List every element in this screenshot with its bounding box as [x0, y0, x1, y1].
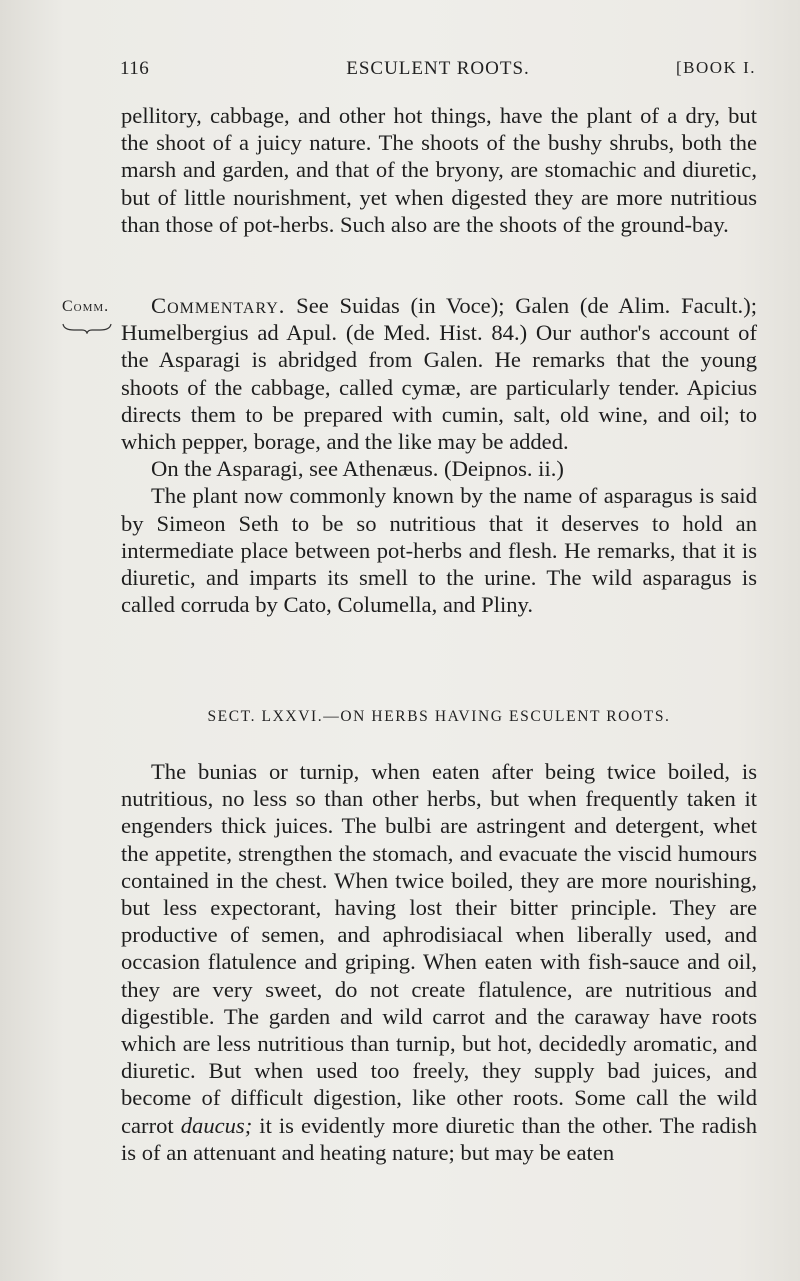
running-header	[120, 58, 756, 88]
paragraph-text: pellitory, cabbage, and other hot things, have the plant of a dry, but the shoot of a juicy nature. The shoots of the bushy shrubs, both the marsh and garden, and that of the bryony, are stomachic and diuretic, but of little nourishment, yet when digested they are more nutritious than those of pot-herbs. Such also are the shoots of the ground-bay.	[121, 103, 757, 237]
roots-text-b: it is evidently more diuretic than the other. The radish is of an attenuant and heating nature; but may be eaten	[121, 1112, 758, 1165]
athenaeus-paragraph: On the Asparagi, see Athenæus. (Deipnos. ii.)	[151, 456, 564, 482]
roots-section	[121, 758, 757, 1166]
asparagus-paragraph: The plant now commonly known by the name of asparagus is said by Simeon Seth to be so nutritious that it deserves to hold an intermediate place between pot-herbs and flesh. He remarks, that it is diuretic, and imparts its smell to the urine. The wild asparagus is called corruda by Cato, Columella, and Pliny.	[121, 483, 757, 618]
commentary-block	[121, 292, 757, 618]
book-reference: [BOOK I.	[676, 58, 756, 77]
section-heading: SECT. LXXVI.—ON HERBS HAVING ESCULENT ROOTS.	[207, 708, 671, 725]
roots-italic: daucus;	[180, 1112, 253, 1138]
roots-text-a: The bunias or turnip, when eaten after being twice boiled, is nutritious, no less so than other herbs, but when frequently taken it engenders thick juices. The bulbi are astringent and detergent, whet the appetite, strengthen the stomach, and evacuate the viscid humours contained in the chest. When twice boiled, they are more nourishing, but less expectorant, having lost their bitter principle. They are productive of semen, and aphrodisiacal when liberally used, and occasion flatulence and griping. When eaten with fish-sauce and oil, they are very sweet, do not create flatulence, are nutritious and digestible. The garden and wild carrot and the caraway have roots which are less nutritious than turnip, but hot, decidedly aromatic, and diuretic. But when used too freely, they supply bad juices, and become of difficult digestion, like other roots. Some call the wild carrot	[121, 759, 757, 1138]
margin-note-label: Comm.	[62, 298, 110, 315]
commentary-label: Commentary.	[151, 293, 286, 318]
running-title: ESCULENT ROOTS.	[346, 58, 530, 79]
page-number: 116	[120, 58, 150, 79]
roots-paragraph	[121, 758, 757, 1166]
brace-icon	[62, 322, 112, 334]
commentary-paragraph	[121, 292, 757, 455]
commentary-text: See Suidas (in Voce); Galen (de Alim. Facult.); Humelbergius ad Apul. (de Med. Hist. 84.) Our author's account of the Asparagi is abridged from Galen. He remarks that the young shoots of the cabbage, called cymæ, are particularly tender. Apicius directs them to be prepared with cumin, salt, old wine, and oil; to which pepper, borage, and the like may be added.	[121, 293, 757, 455]
paragraph-shoots	[121, 102, 757, 238]
margin-note	[62, 298, 112, 334]
